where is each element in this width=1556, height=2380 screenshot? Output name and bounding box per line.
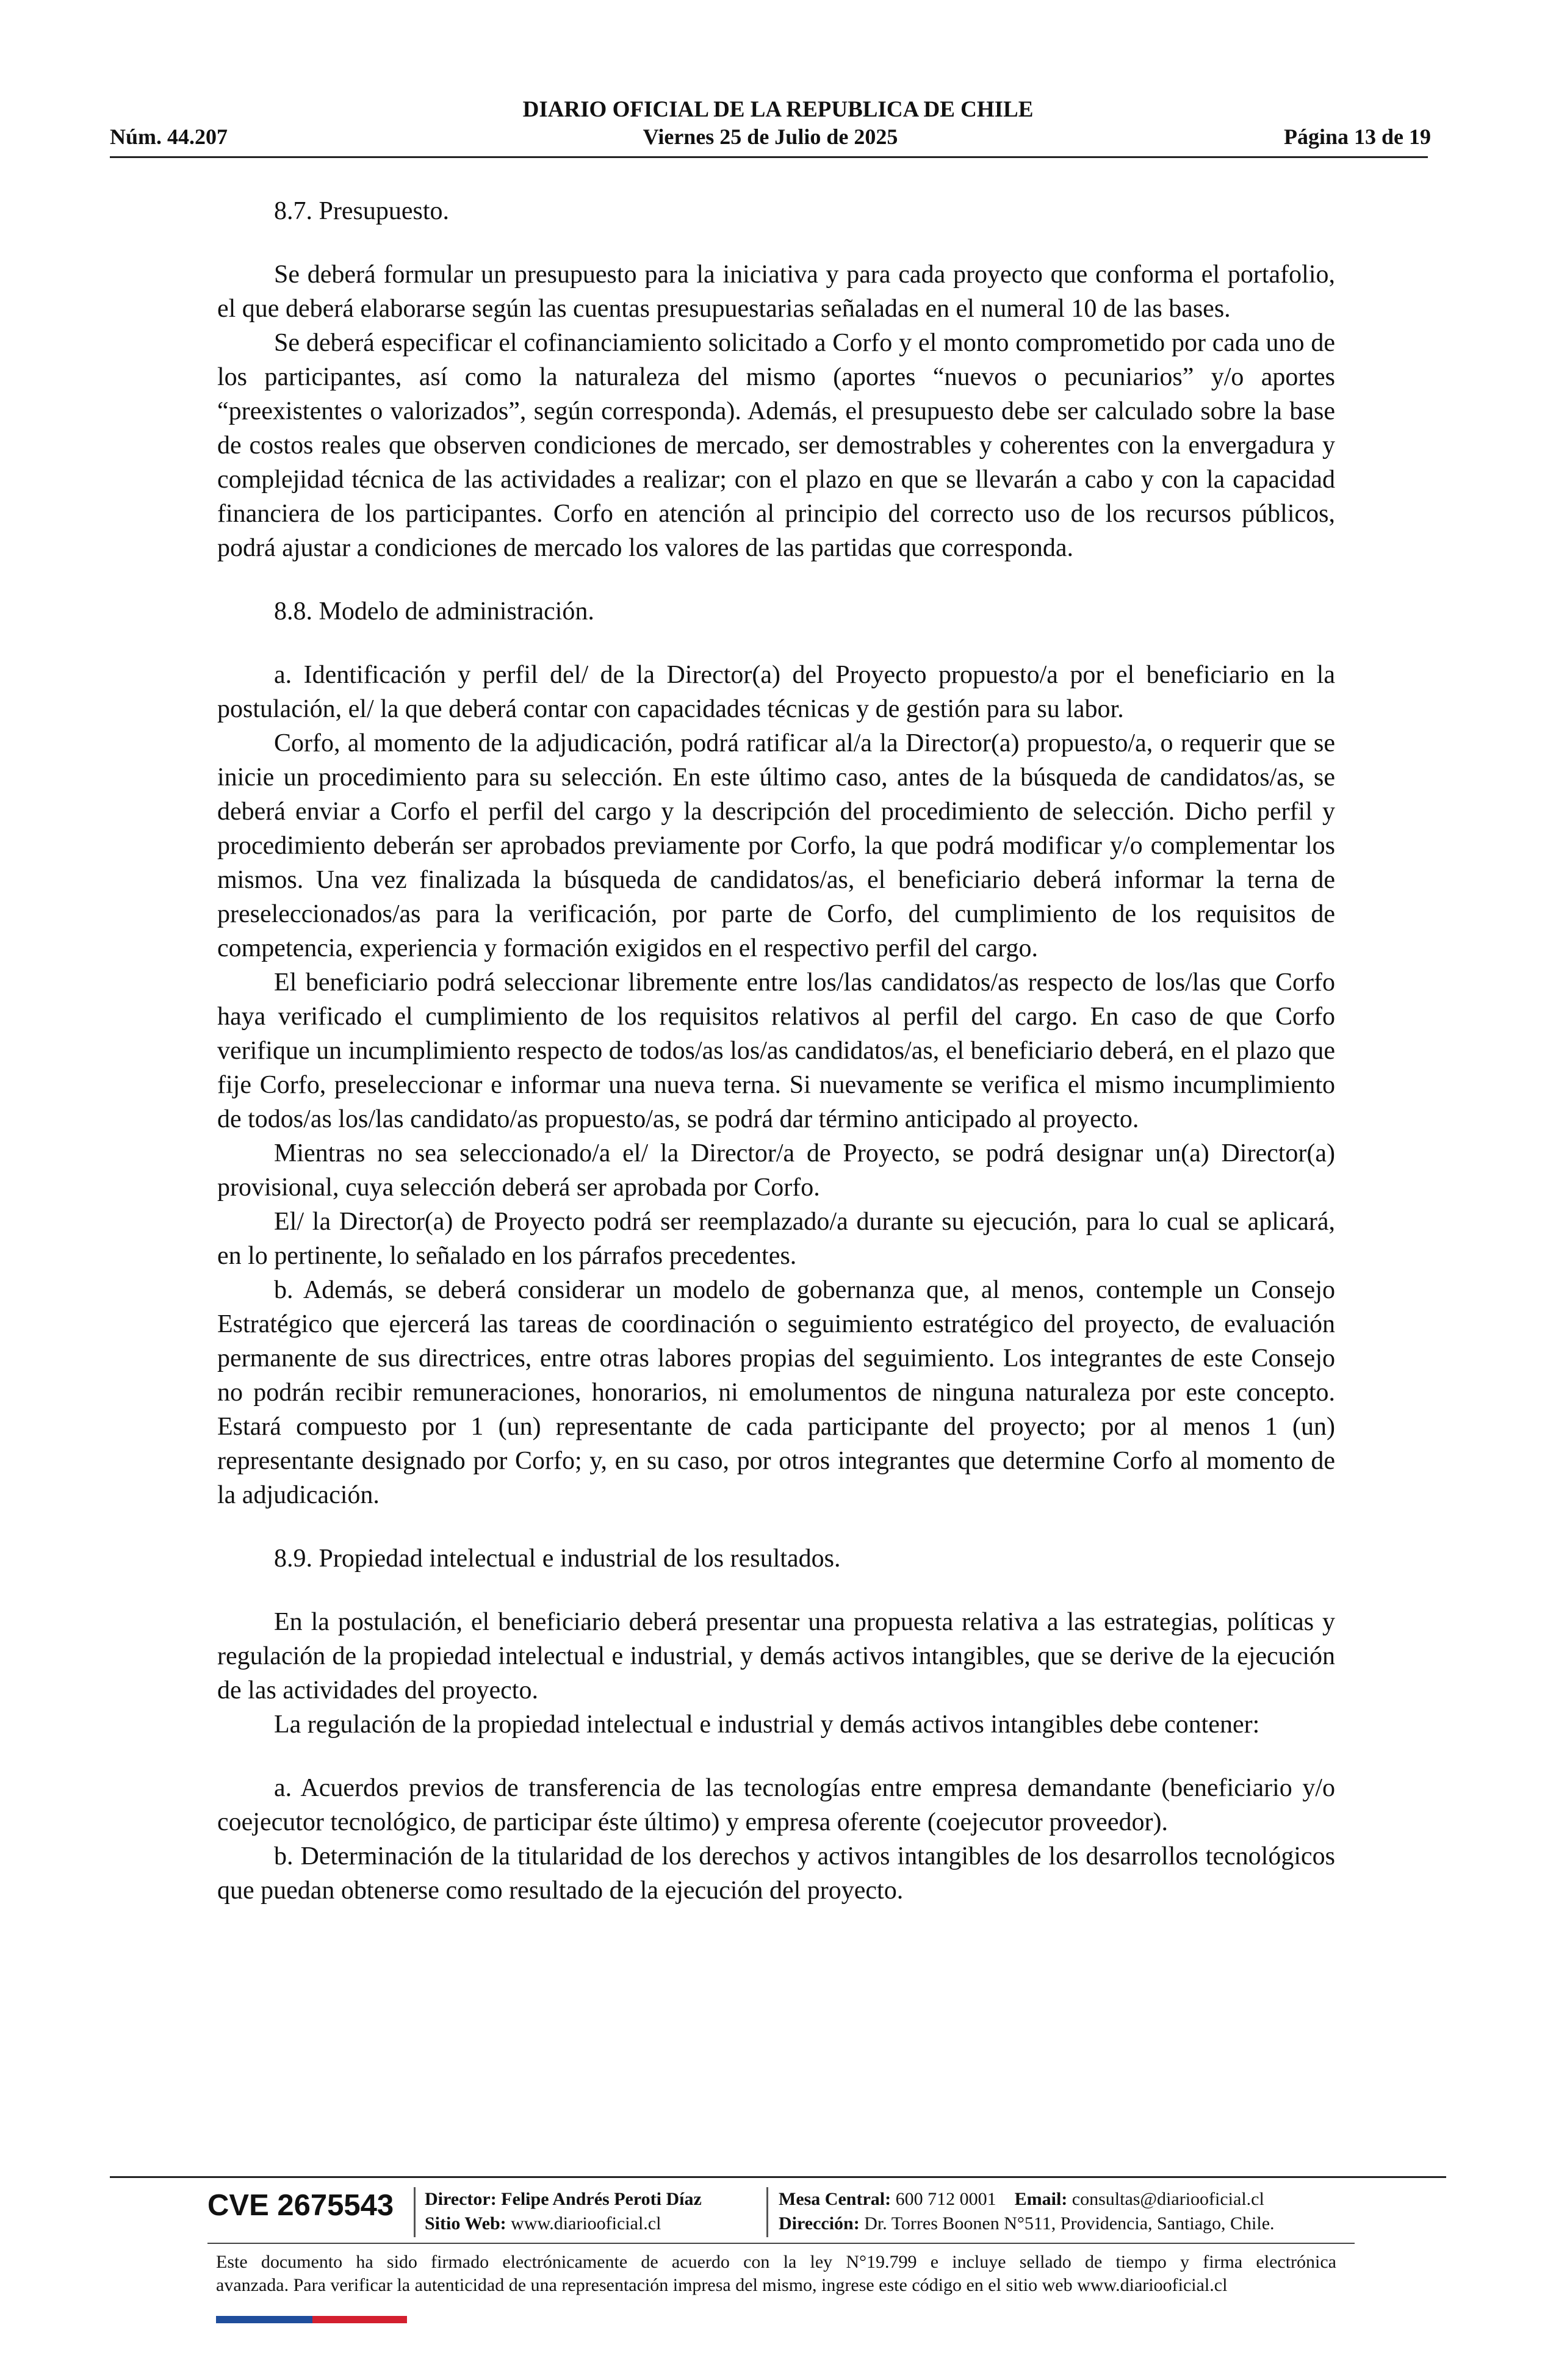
legal-notice	[216, 2251, 1336, 2297]
section-8-9-item-b: b. Determinación de la titularidad de los derechos y activos intangibles de los desarrollos tecnológicos que puedan obtenerse como resultado de la ejecución del proyecto.	[217, 1842, 1335, 1905]
section-8-9-paragraph-2: La regulación de la propiedad intelectual e industrial y demás activos intangibles debe contener:	[274, 1711, 1260, 1739]
issue-date: Viernes 25 de Julio de 2025	[643, 124, 898, 149]
section-8-9-heading: 8.9. Propiedad intelectual e industrial de los resultados.	[274, 1545, 841, 1573]
flag-bar-red	[312, 2316, 407, 2323]
flag-bar-blue	[216, 2316, 312, 2323]
section-8-7-heading: 8.7. Presupuesto.	[274, 197, 449, 225]
email-link[interactable]: consultas@diariooficial.cl	[1072, 2189, 1264, 2209]
website-label: Sitio Web:	[425, 2213, 506, 2234]
address-label: Dirección:	[779, 2213, 860, 2234]
director-label: Director:	[425, 2189, 497, 2209]
cve-code: CVE 2675543	[207, 2189, 394, 2222]
section-8-8-item-b: b. Además, se deberá considerar un modelo de gobernanza que, al menos, contemple un Consejo Estratégico que ejercerá las tareas de coordinación o seguimiento estratégico del proyecto, de evaluación permanente de sus directrices, entre otras labores propias del seguimiento. Los integrantes de este Consejo no podrán recibir remuneraciones, honorarios, ni emolumentos de ninguna naturaleza por este concepto. Estará compuesto por 1 (un) representante de cada participante del proyecto; por al menos 1 (un) representante designado por Corfo; y, en su caso, por otros integrantes que determine Corfo al momento de la adjudicación.	[217, 1276, 1335, 1509]
section-8-8-paragraph-2: Corfo, al momento de la adjudicación, podrá ratificar al/a la Director(a) propuesto/a, o requerir que se inicie un procedimiento para su selección. En este último caso, antes de la búsqueda de candidatos/as, se deberá enviar a Corfo el perfil del cargo y la descripción del procedimiento de selección. Dicho perfil y procedimiento deberán ser aprobados previamente por Corfo, la que podrá modificar y/o complementar los mismos. Una vez finalizada la búsqueda de candidatos/as, el beneficiario deberá informar la terna de preseleccionados/as para la verificación, por parte de Corfo, del cumplimiento de los requisitos de competencia, experiencia y formación exigidos en el respectivo perfil del cargo.	[217, 729, 1335, 962]
footer-director-block	[425, 2187, 702, 2236]
mesa-central-label: Mesa Central:	[779, 2189, 891, 2209]
footer-divider	[110, 2176, 1446, 2178]
header-divider	[110, 156, 1428, 158]
section-8-7-paragraph-2: Se deberá especificar el cofinanciamiento solicitado a Corfo y el monto comprometido por cada uno de los participantes, así como la naturaleza del mismo (aportes “nuevos o pecuniarios” y/o aportes “preexistentes o valorizados”, según corresponda). Además, el presupuesto debe ser calculado sobre la base de costos reales que observen condiciones de mercado, ser demostrables y coherentes con la envergadura y complejidad técnica de las actividades a realizar; con el plazo en que se llevarán a cabo y con la capacidad financiera de los participantes. Corfo en atención al principio del correcto uso de los recursos públicos, podrá ajustar a condiciones de mercado los valores de las partidas que corresponda.	[217, 329, 1335, 562]
footer-contact-block	[779, 2187, 1275, 2236]
legal-notice-line-1: Este documento ha sido firmado electrónicamente de acuerdo con la ley N°19.799 e incluye sellado de tiempo y firma electrónica	[216, 2252, 1336, 2272]
section-8-9-item-a: a. Acuerdos previos de transferencia de las tecnologías entre empresa demandante (beneficiario y/o coejecutor tecnológico, de participar éste último) y empresa oferente (coejecutor proveedor).	[217, 1774, 1335, 1836]
section-8-8-paragraph-5: El/ la Director(a) de Proyecto podrá ser reemplazado/a durante su ejecución, para lo cual se aplicará, en lo pertinente, lo señalado en los párrafos precedentes.	[217, 1208, 1335, 1270]
section-8-8-paragraph-4: Mientras no sea seleccionado/a el/ la Director/a de Proyecto, se podrá designar un(a) Director(a) provisional, cuya selección deberá ser aprobada por Corfo.	[217, 1139, 1335, 1202]
document-body	[217, 194, 1335, 1908]
page-number: Página 13 de 19	[1283, 124, 1431, 149]
section-8-7-paragraph-1: Se deberá formular un presupuesto para la iniciativa y para cada proyecto que conforma el portafolio, el que deberá elaborarse según las cuentas presupuestarias señaladas en el numeral 10 de las bases.	[217, 261, 1335, 323]
issue-number: Núm. 44.207	[110, 124, 228, 149]
mesa-central-phone: 600 712 0001	[895, 2189, 996, 2209]
footer-divider-secondary	[207, 2243, 1355, 2244]
section-8-8-heading: 8.8. Modelo de administración.	[274, 597, 594, 626]
website-link[interactable]: www.diariooficial.cl	[511, 2213, 661, 2234]
address-value: Dr. Torres Boonen N°511, Providencia, Santiago, Chile.	[864, 2213, 1275, 2234]
section-8-8-item-a: a. Identificación y perfil del/ de la Director(a) del Proyecto propuesto/a por el beneficiario en la postulación, el/ la que deberá contar con capacidades técnicas y de gestión para su labor.	[217, 661, 1335, 723]
gazette-title: DIARIO OFICIAL DE LA REPUBLICA DE CHILE	[522, 97, 1034, 122]
legal-notice-line-2: avanzada. Para verificar la autenticidad de una representación impresa del mismo, ingrese este código en el sitio web www.diariooficial.cl	[216, 2275, 1228, 2295]
email-label: Email:	[1014, 2189, 1068, 2209]
section-8-9-paragraph-1: En la postulación, el beneficiario deberá presentar una propuesta relativa a las estrategias, políticas y regulación de la propiedad intelectual e industrial, y demás activos intangibles, que se derive de la ejecución de las actividades del proyecto.	[217, 1608, 1335, 1704]
footer-separator	[766, 2187, 768, 2237]
footer-separator	[414, 2187, 416, 2237]
director-name: Felipe Andrés Peroti Díaz	[501, 2189, 702, 2209]
section-8-8-paragraph-3: El beneficiario podrá seleccionar libremente entre los/las candidatos/as respecto de los/las que Corfo haya verificado el cumplimiento de los requisitos relativos al perfil del cargo. En caso de que Corfo verifique un incumplimiento respecto de todos/as los/as candidatos/as, el beneficiario deberá, en el plazo que fije Corfo, preseleccionar e informar una nueva terna. Si nuevamente se verifica el mismo incumplimiento de todos/as los/las candidato/as propuesto/as, se podrá dar término anticipado al proyecto.	[217, 968, 1335, 1133]
